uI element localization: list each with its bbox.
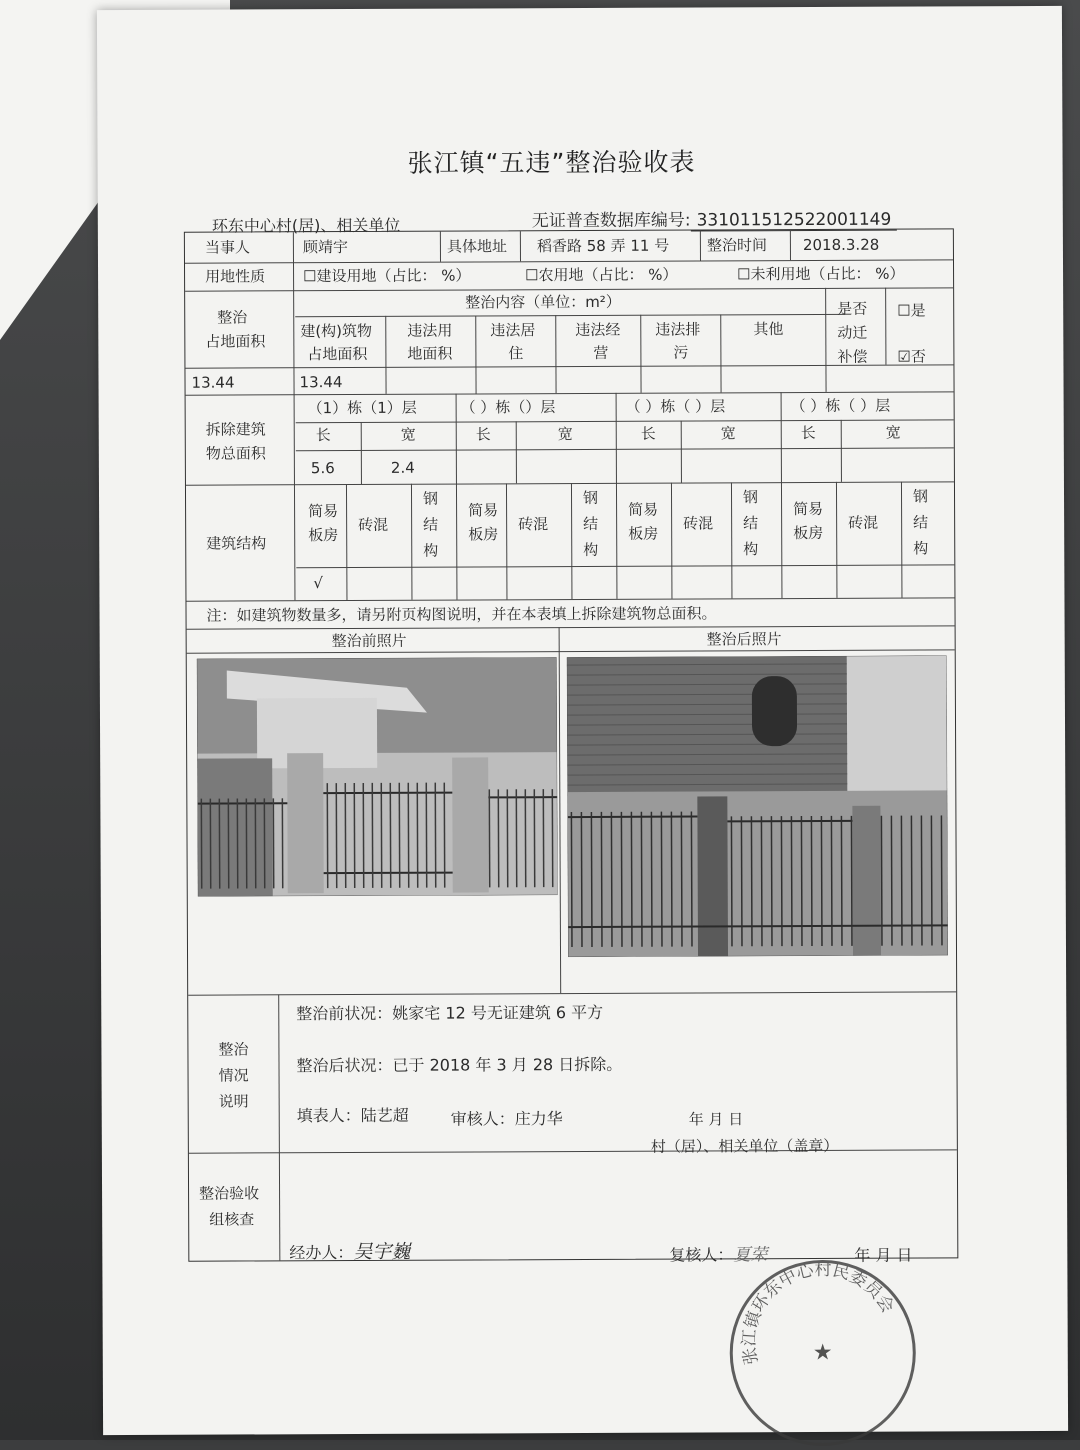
note-text: 注：如建筑物数量多，请另附页构图说明，并在本表填上拆除建筑物总面积。 (206, 602, 716, 627)
situation-label-3: 说明 (219, 1090, 249, 1113)
building-group-2: （ ）栋（）层 (461, 396, 556, 420)
demolish-label-1: 拆除建筑 (206, 418, 266, 442)
acceptance-form-table (184, 228, 958, 1261)
rechecker-signature: 夏荣 (733, 1245, 767, 1265)
struct-brick-1: 砖混 (358, 514, 388, 537)
struct-steel-c-4: 构 (913, 537, 928, 560)
land-use-unused-option[interactable]: ☐未利用地（占比： %） (737, 263, 905, 287)
building-group-1: （1）栋（1）层 (308, 397, 417, 421)
form-title: 张江镇“五违”整治验收表 (407, 143, 695, 180)
col-illegal-discharge-1: 违法排 (655, 318, 700, 341)
col-other: 其他 (753, 318, 783, 341)
struct-steel-c-1: 构 (423, 540, 438, 563)
col-illegal-business-2: 营 (593, 342, 608, 365)
struct-simple-a-1: 简易 (308, 500, 338, 523)
width-header-1: 宽 (401, 424, 416, 447)
col-illegal-land-1: 违法用 (407, 320, 452, 343)
seal-text: 张江镇环东中心村民委员会 (739, 1263, 898, 1367)
address-label: 具体地址 (447, 235, 507, 259)
struct-brick-4: 砖混 (848, 512, 878, 535)
seal-label: 村（居）、相关单位（盖章） (651, 1135, 839, 1159)
db-number (532, 205, 898, 232)
struct-steel-a-2: 钢 (583, 487, 598, 510)
db-number-value: 3310115125220011​49 (691, 210, 898, 232)
struct-steel-b-1: 结 (423, 514, 438, 537)
struct-steel-a-1: 钢 (423, 488, 438, 511)
db-number-label: 无证普查数据库编号: (532, 211, 691, 232)
col-illegal-land-2: 地面积 (407, 343, 452, 366)
struct-simple-b-2: 板房 (468, 523, 498, 546)
situation-date: 年 月 日 (689, 1108, 744, 1131)
width-header-2: 宽 (558, 423, 573, 446)
before-photo-label: 整治前照片 (332, 630, 407, 654)
after-photo-label: 整治后照片 (707, 628, 782, 652)
struct-steel-b-3: 结 (743, 512, 758, 535)
time-value: 2018.3.28 (803, 234, 879, 258)
struct-simple-b-1: 板房 (308, 524, 338, 547)
struct-steel-a-4: 钢 (913, 485, 928, 508)
check-label-2: 组核查 (209, 1208, 254, 1231)
struct-simple-a-4: 简易 (793, 498, 823, 521)
land-use-agricultural-option[interactable]: ☐农用地（占比： %） (525, 264, 678, 288)
struct-steel-b-2: 结 (583, 513, 598, 536)
compensation-yes-checkbox[interactable]: ☐是 (897, 299, 926, 322)
time-label: 整治时间 (707, 234, 767, 258)
struct-steel-b-4: 结 (913, 511, 928, 534)
struct-simple-b-3: 板房 (628, 523, 658, 546)
compensation-label-3: 补偿 (837, 346, 867, 369)
col-building-1: 建(构)筑物 (300, 320, 372, 344)
width-header-3: 宽 (721, 422, 736, 445)
col-illegal-business-1: 违法经 (575, 319, 620, 342)
col-illegal-living-1: 违法居 (490, 319, 535, 342)
building-group-3: （ ）栋（ ）层 (626, 395, 726, 419)
building-group-4: （ ）栋（ ）层 (791, 395, 891, 419)
structure-check-mark: √ (313, 572, 323, 595)
handler-signature: 吴宇巍 (353, 1241, 410, 1263)
unit-label: 环东中心村(居)、相关单位 (212, 213, 401, 237)
rechecker-label: 复核人： (669, 1245, 733, 1264)
document-page (97, 6, 1068, 1435)
length-header-2: 长 (476, 423, 491, 446)
address-value: 稻香路 58 弄 11 号 (537, 235, 669, 259)
filler: 填表人：陆艺超 (297, 1104, 409, 1129)
party-value: 顾靖宇 (303, 236, 348, 259)
length-value: 5.6 (311, 457, 335, 480)
structure-label: 建筑结构 (206, 532, 266, 556)
situation-label-1: 整治 (218, 1038, 248, 1061)
handler (289, 1238, 410, 1268)
col-illegal-living-2: 住 (508, 342, 523, 365)
struct-steel-c-2: 构 (583, 539, 598, 562)
building-area-value: 13.44 (299, 371, 342, 394)
seal-star-icon: ★ (813, 1340, 833, 1365)
check-label-1: 整治验收 (199, 1182, 259, 1206)
col-illegal-discharge-2: 污 (673, 342, 688, 365)
content-header: 整治内容（单位：m²） (465, 291, 621, 315)
check-date: 年 月 日 (854, 1244, 912, 1269)
party-label: 当事人 (205, 236, 250, 259)
struct-steel-a-3: 钢 (743, 486, 758, 509)
situation-after: 整治后状况：已于 2018 年 3 月 28 日拆除。 (296, 1053, 622, 1079)
struct-brick-2: 砖混 (518, 513, 548, 536)
land-use-construction-option[interactable]: ☐建设用地（占比： %） (303, 264, 471, 288)
struct-simple-b-4: 板房 (793, 522, 823, 545)
length-header-1: 长 (316, 424, 331, 447)
handler-label: 经办人： (289, 1243, 353, 1262)
compensation-label-1: 是否 (837, 298, 867, 321)
struct-simple-a-3: 简易 (628, 499, 658, 522)
length-header-4: 长 (801, 422, 816, 445)
struct-simple-a-2: 简易 (468, 499, 498, 522)
area-value: 13.44 (191, 372, 234, 395)
before-photo (197, 657, 558, 897)
situation-before: 整治前状况：姚家宅 12 号无证建筑 6 平方 (296, 1001, 603, 1027)
col-building-2: 占地面积 (307, 343, 367, 367)
compensation-label-2: 动迁 (837, 322, 867, 345)
reviewer: 审核人：庄力华 (451, 1107, 563, 1132)
situation-label-2: 情况 (218, 1064, 248, 1087)
demolish-label-2: 物总面积 (206, 442, 266, 466)
compensation-no-checkbox[interactable]: ☑否 (897, 345, 926, 368)
width-header-4: 宽 (886, 422, 901, 445)
struct-steel-c-3: 构 (743, 538, 758, 561)
struct-brick-3: 砖混 (683, 512, 713, 535)
area-label-1: 整治 (217, 306, 247, 329)
official-seal-stamp (729, 1260, 916, 1447)
area-label-2: 占地面积 (205, 330, 265, 354)
after-photo (567, 655, 948, 957)
width-value: 2.4 (391, 457, 415, 480)
land-use-label: 用地性质 (205, 265, 265, 289)
length-header-3: 长 (641, 423, 656, 446)
